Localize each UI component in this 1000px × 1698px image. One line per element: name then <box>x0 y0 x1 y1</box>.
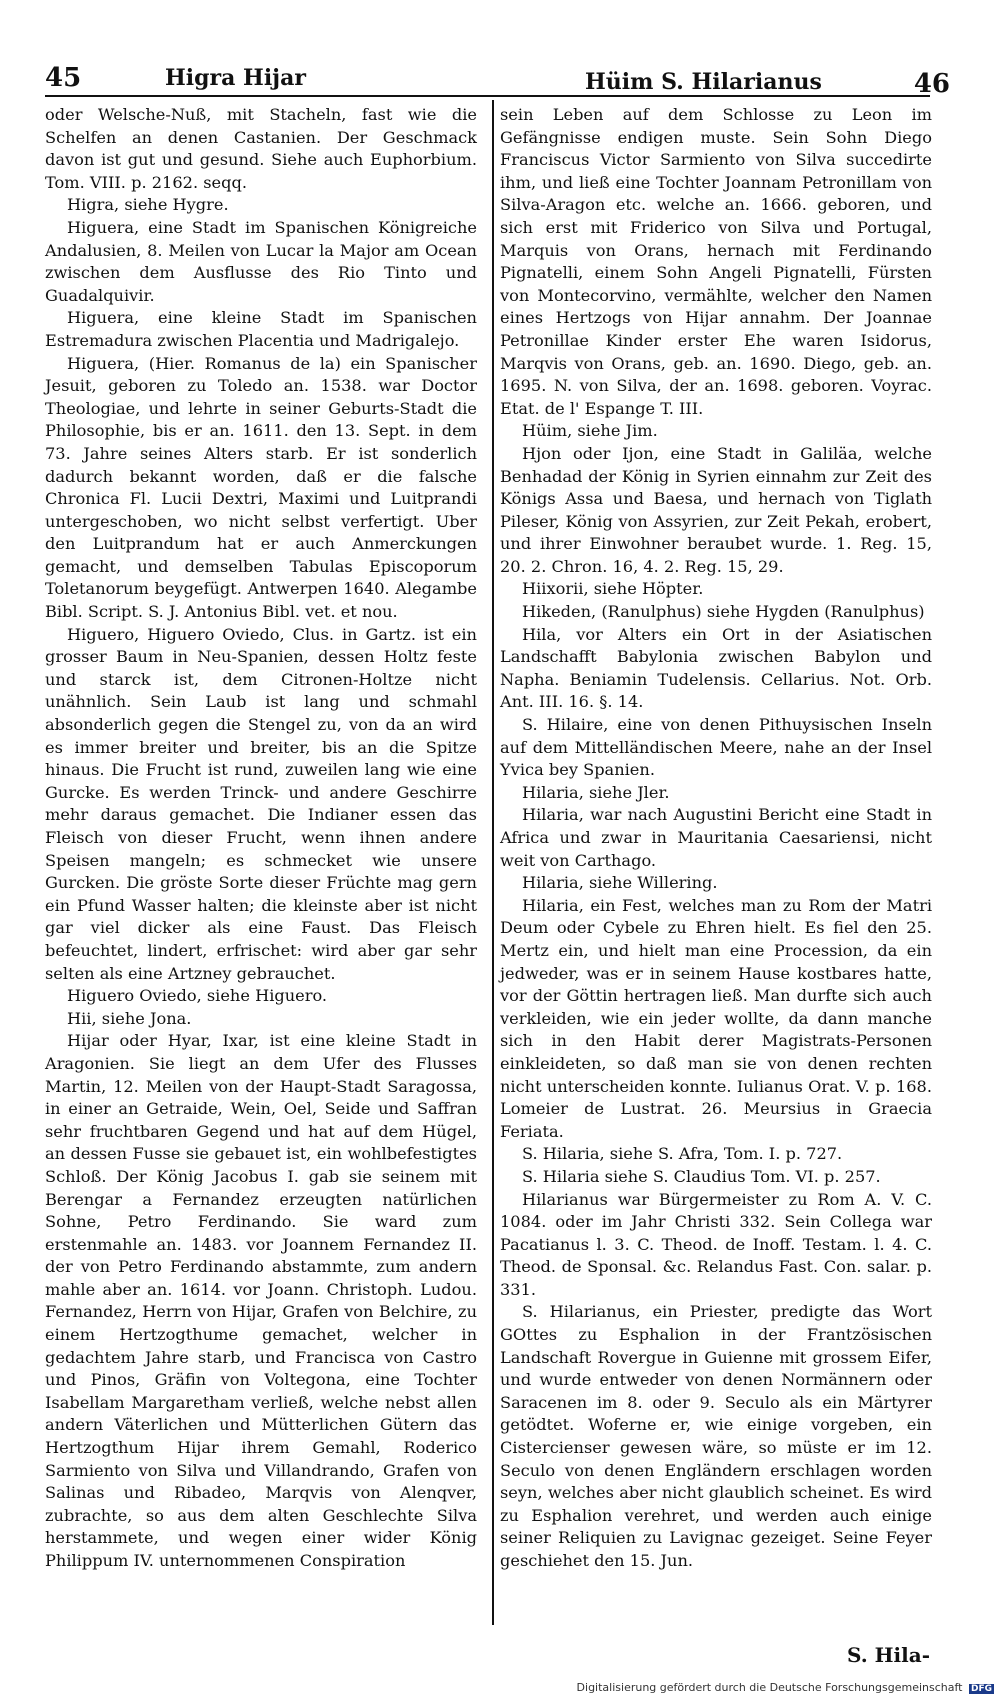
entry: Hikeden, (Ranulphus) siehe Hygden (Ranulphus) <box>522 602 925 622</box>
digitization-footer <box>577 1681 994 1694</box>
entry: Higuera, eine Stadt im Spanischen Königreiche Andalusien, 8. Meilen von Lucar la Major am Ocean zwischen dem Ausflusse des Rio Tinto und Guadalquivir. <box>45 217 477 305</box>
footer-text: Digitalisierung gefördert durch die Deutsche Forschungsgemeinschaft <box>576 1681 963 1694</box>
entry: Hii, siehe Jona. <box>67 1008 192 1028</box>
page-number-left: 45 <box>45 63 82 93</box>
entry: Hilaria, war nach Augustini Bericht eine Stadt in Africa und zwar in Mauritania Caesariensi, nicht weit von Carthago. <box>500 805 932 870</box>
entry: Higuera, (Hier. Romanus de la) ein Spanischer Jesuit, geboren zu Toledo an. 1538. war Doctor Theologiae, und lehrte in seiner Geburts-Stadt die Philosophie, bis er an. 1611. den 13. Sept. in dem 73. Jahre seines Alters starb. Er ist sonderlich dadurch bekannt worden, daß er die falsche Chronica Fl. Lucii Dextri, Maximi und Luitprandi untergeschoben, wo nicht selbst verfertigt. Uber den Luitprandum hat er auch Anmerckungen gemacht, und demselben Tabulas Episcoporum Toletanorum beygefügt. Antwerpen 1640. Alegambe Bibl. Script. S. J. Antonius Bibl. vet. et nou. <box>45 353 477 622</box>
entry: Higuero Oviedo, siehe Higuero. <box>67 986 328 1006</box>
entry: Higuero, Higuero Oviedo, Clus. in Gartz. ist ein grosser Baum in Neu-Spanien, dessen Holtz feste und starck ist, dem Citronen-Holtze nicht unähnlich. Sein Laub ist lang und schmahl absonderlich gegen die Stengel zu, von da an wird es immer breiter und breiter, bis an die Spitze hinaus. Die Frucht ist rund, zuweilen lang wie eine Gurcke. Es werden Trinck- und andere Geschirre mehr daraus gemachet. Die Indianer essen das Fleisch von dieser Frucht, wenn ihnen andere Speisen mangeln; es schmecket wie unsere Gurcken. Die gröste Sorte dieser Früchte mag gern ein Pfund Wasser halten; die kleinste aber ist nicht gar viel dicker als eine Faust. Das Fleisch befeuchtet, lindert, erfrischet: wird aber gar sehr selten als eine Artzney gebrauchet. <box>45 624 477 983</box>
entry: Hijar oder Hyar, Ixar, ist eine kleine Stadt in Aragonien. Sie liegt an dem Ufer des Flusses Martin, 12. Meilen von der Haupt-Stadt Saragossa, in einer an Getraide, Wein, Oel, Seide und Saffran sehr fruchtbaren Gegend und hat auf dem Hügel, an dessen Fusse sie gebauet ist, ein wohlbefestigtes Schloß. Der König Jacobus I. gab sie seinem mit Berengar a Fernandez erzeugten natürlichen Sohne, Petro Ferdinando. Sie ward zum erstenmahle an. 1483. vor Joannem Fernandez II. der von Petro Ferdinando abstammte, zum andern mahle aber an. 1614. vor Joann. Christoph. Ludou. Fernandez, Herrn von Hijar, Grafen von Belchire, zu einem Hertzogthume gemachet, welcher in gedachtem Jahre starb, und Francisca von Castro und Pinos, Gräfin von Voltegona, eine Tochter Isabellam Margaretham verließ, welche nebst allen andern Väterlichen und Mütterlichen Gütern das Hertzogthum Hijar ihrem Gemahl, Roderico Sarmiento von Silva und Villandrando, Grafen von Salinas und Ribadeo, Marqvis von Alenqver, zubrachte, so aus dem alten Geschlechte Silva herstammete, und wegen einer wider König Philippum IV. unternommenen Conspiration <box>45 1031 477 1570</box>
entry: S. Hilaria siehe S. Claudius Tom. VI. p. 257. <box>522 1166 881 1186</box>
entry: Hilaria, siehe Willering. <box>522 873 718 893</box>
entry: Hiixorii, siehe Höpter. <box>522 579 704 599</box>
entry: Hjon oder Ijon, eine Stadt in Galiläa, welche Benhadad der König in Syrien einnahm zur Zeit des Königs Assa und Baesa, und hernach von Tiglath Pileser, König von Assyrien, zur Zeit Pekah, erobert, und ihrer Einwohner beraubet wurde. 1. Reg. 15, 20. 2. Chron. 16, 4. 2. Reg. 15, 29. <box>500 443 932 576</box>
entry: oder Welsche-Nuß, mit Stacheln, fast wie die Schelfen an denen Castanien. Der Geschmack davon ist gut und gesund. Siehe auch Euphorbium. Tom. VIII. p. 2162. seqq. <box>45 105 477 192</box>
entry: Hila, vor Alters ein Ort in der Asiatischen Landschafft Babylonia zwischen Babylon und Napha. Beniamin Tudelensis. Cellarius. Not. Orb. Ant. III. 16. §. 14. <box>500 624 932 712</box>
column-divider <box>492 100 494 1625</box>
page-header <box>45 55 950 99</box>
entry: Hilarianus war Bürgermeister zu Rom A. V. C. 1084. oder im Jahr Christi 332. Sein Collega war Pacatianus l. 3. C. Theod. de Inoff. Testam. l. 4. C. Theod. de Sponsal. &c. Relandus Fast. Con. salar. p. 331. <box>500 1189 932 1299</box>
entry: S. Hilaria, siehe S. Afra, Tom. I. p. 727. <box>522 1144 843 1164</box>
entry: Higuera, eine kleine Stadt im Spanischen Estremadura zwischen Placentia und Madrigalejo. <box>45 308 477 350</box>
entry: S. Hilaire, eine von denen Pithuysischen Inseln auf dem Mittelländischen Meere, nahe an der Insel Yvica bey Spanien. <box>500 715 932 780</box>
left-column <box>45 104 477 1573</box>
entry: Hilaria, siehe Jler. <box>522 782 670 802</box>
page-number-right: 46 <box>913 69 950 99</box>
running-title-left: Higra Hijar <box>165 65 306 91</box>
running-title-right: Hüim S. Hilarianus <box>585 69 822 95</box>
right-column <box>500 104 932 1573</box>
entry: Higra, siehe Hygre. <box>67 195 229 215</box>
catchword: S. Hila- <box>846 1643 930 1667</box>
dfg-logo-icon: DFG <box>970 1684 992 1694</box>
entry: Hilaria, ein Fest, welches man zu Rom der Matri Deum oder Cybele zu Ehren hielt. Es fiel den 25. Mertz ein, und hielt man eine Procession, da ein jedweder, was er in seinem Hause kostbares hatte, vor der Göttin hertragen ließ. Man durfte sich auch verkleiden, wie ein jeder wollte, da dann manche sich in den Habit derer Magistrats-Personen einkleideten, so daß man sie von denen rechten nicht unterscheiden konnte. Iulianus Orat. V. p. 168. Lomeier de Lustrat. 26. Meursius in Graecia Feriata. <box>500 895 932 1141</box>
entry: S. Hilarianus, ein Priester, predigte das Wort GOttes zu Esphalion in der Frantzösischen Landschaft Rovergue in Guienne mit grossem Eifer, und wurde entweder von denen Normännern oder Saracenen im 8. oder 9. Seculo als ein Märtyrer getödtet. Woferne er, wie einige vorgeben, ein Cistercienser gewesen wäre, so müste er im 12. Seculo von denen Engländern erschlagen worden seyn, welches aber nicht glaublich scheinet. Es wird zu Esphalion verehret, und werden auch einige seiner Reliquien zu Lavignac gezeiget. Seine Feyer geschiehet den 15. Jun. <box>500 1302 932 1570</box>
entry: sein Leben auf dem Schlosse zu Leon im Gefängnisse endigen muste. Sein Sohn Diego Franciscus Victor Sarmiento von Silva succedirte ihm, und ließ eine Tochter Joannam Petronillam von Silva-Aragon etc. welche an. 1666. geboren, und sich erst mit Friderico von Silva und Portugal, Marquis von Orans, hernach mit Ferdinando Pignatelli, einem Sohn Angeli Pignatelli, Fürsten von Montecorvino, vermählte, welcher den Namen eines Hertzogs von Hijar annahm. Der Joannae Petronillae Kinder erster Ehe waren Isidorus, Marqvis von Orans, geb. an. 1690. Diego, geb. an. 1695. N. von Silva, der an. 1698. geboren. Voyrac. Etat. de l' Espange T. III. <box>500 105 932 418</box>
entry: Hüim, siehe Jim. <box>522 421 658 441</box>
